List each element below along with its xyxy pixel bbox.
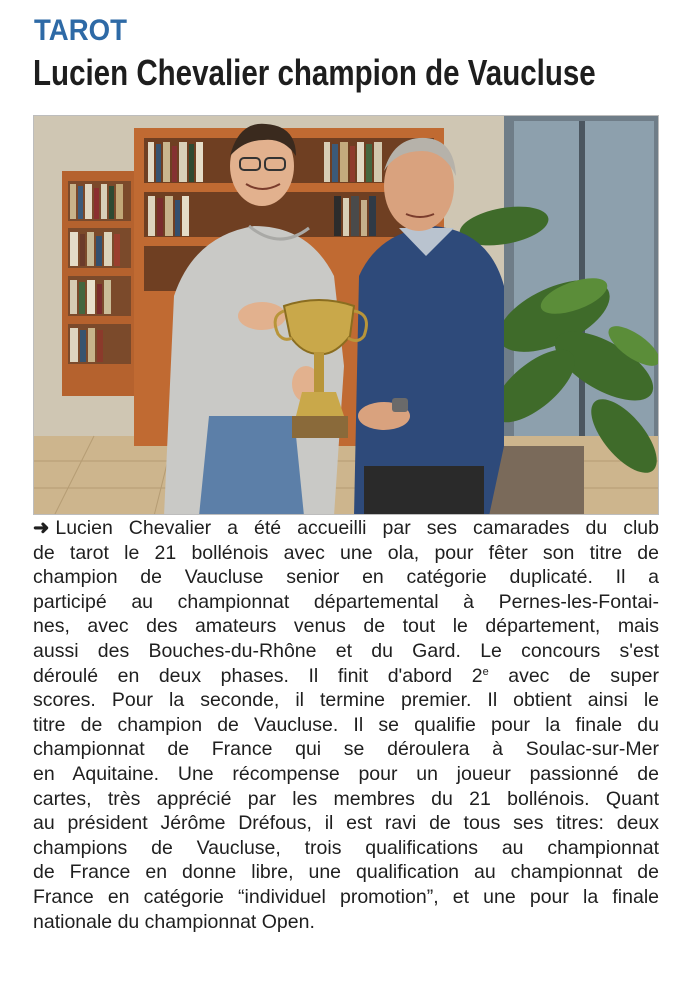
paragraph-line: France en catégorie “individuel promotion”, et une pour la finale: [33, 885, 659, 908]
paragraph-line: nationale du championnat Open.: [33, 910, 315, 933]
paragraph-line: au président Jérôme Dréfous, il est ravi de tous ses titres: deux: [33, 812, 659, 835]
paragraph-line: participé au championnat départemental à Pernes-les-Fontai-: [33, 590, 659, 613]
paragraph-line: en Aquitaine. Une récompense pour un joueur passionné de: [33, 762, 659, 785]
article-headline: Lucien Chevalier champion de Vaucluse: [33, 52, 596, 93]
paragraph-line: championnat de France qui se déroulera à Soulac-sur-Mer: [33, 738, 659, 761]
paragraph-line: déroulé en deux phases. Il finit d'abord 2e avec de super: [33, 664, 659, 687]
paragraph-line: de France en donne libre, une qualification au championnat de: [33, 861, 659, 884]
paragraph-line: scores. Pour la seconde, il termine premier. Il obtient ainsi le: [33, 689, 659, 712]
ordinal-superscript: e: [482, 665, 489, 678]
paragraph-line: nes, avec des amateurs venus de tout le département, mais: [33, 615, 659, 638]
paragraph-line: ➜ Lucien Chevalier a été accueilli par ses camarades du club: [33, 517, 659, 539]
paragraph-line: titre de champion de Vaucluse. Il se qualifie pour la finale du: [33, 713, 659, 736]
paragraph-line: de tarot le 21 bollénois avec une ola, pour fêter son titre de: [33, 541, 659, 564]
arrow-right-icon: ➜: [33, 517, 50, 539]
paragraph-line: cartes, très apprécié par les membres du 21 bollénois. Quant: [33, 787, 659, 810]
section-kicker: TAROT: [34, 14, 128, 47]
paragraph-line: champion de Vaucluse senior en catégorie duplicaté. Il a: [33, 566, 659, 589]
article-body: [33, 516, 659, 934]
paragraph-line: aussi des Bouches-du-Rhône et du Gard. Le concours s'est: [33, 639, 659, 662]
article-photo: [33, 115, 659, 515]
paragraph-line: champions de Vaucluse, trois qualifications au championnat: [33, 836, 659, 859]
